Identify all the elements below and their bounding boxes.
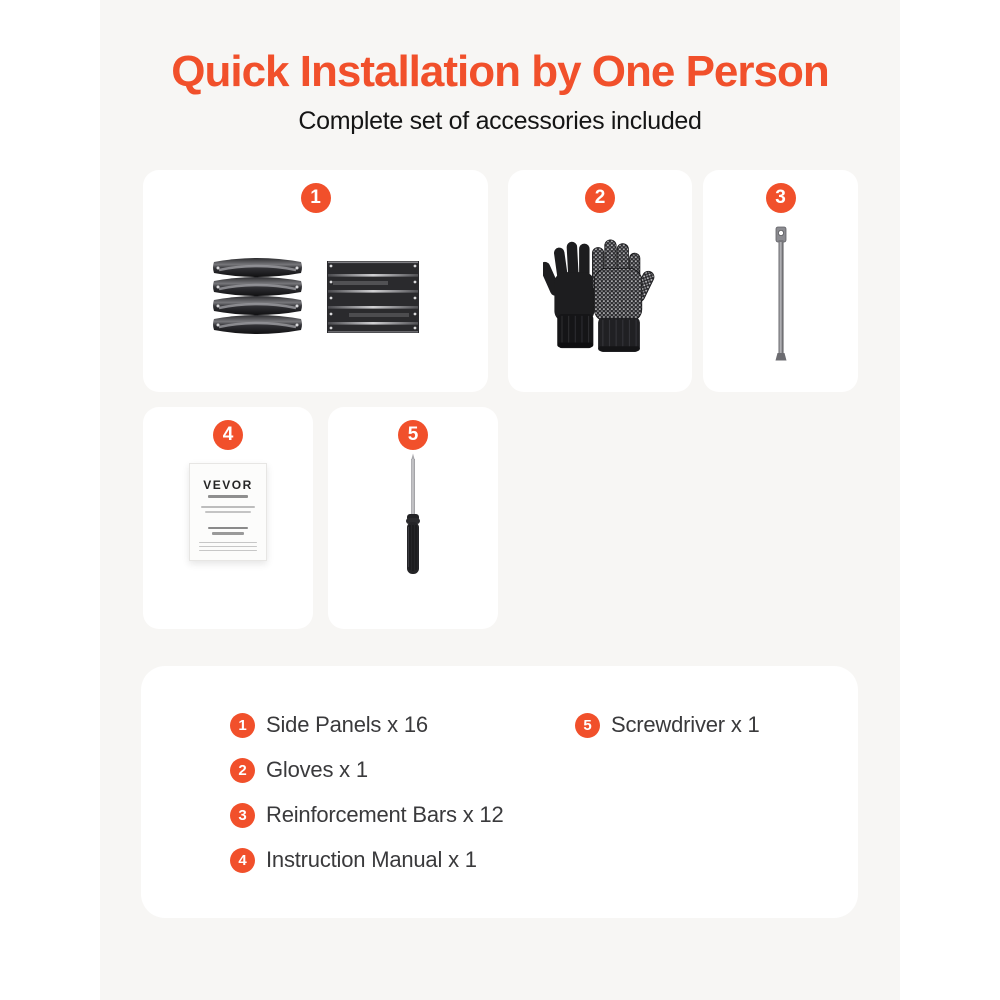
list-item-label: Screwdriver x 1 bbox=[611, 712, 760, 737]
manual-text-line bbox=[212, 532, 244, 535]
card-screwdriver bbox=[328, 407, 498, 629]
manual-text-line bbox=[208, 527, 248, 530]
manual-text-line bbox=[199, 542, 257, 544]
list-item-label: Instruction Manual x 1 bbox=[266, 847, 477, 872]
manual-text-line bbox=[199, 550, 257, 552]
card-side-panels bbox=[143, 170, 488, 392]
item-number-badge: 5 bbox=[398, 420, 428, 450]
manual-text-line bbox=[205, 511, 251, 513]
accessory-list-panel bbox=[141, 666, 858, 918]
side-panels-image bbox=[211, 255, 421, 341]
screwdriver-image bbox=[398, 453, 428, 581]
list-item bbox=[230, 802, 504, 828]
manual-text-line bbox=[208, 495, 248, 498]
list-item-number-badge: 3 bbox=[230, 803, 255, 828]
item-number-badge: 3 bbox=[766, 183, 796, 213]
manual-brand-logo: VEVOR bbox=[203, 478, 253, 492]
card-reinforcement-bar bbox=[703, 170, 858, 392]
list-item-number-badge: 2 bbox=[230, 758, 255, 783]
list-item bbox=[230, 757, 368, 783]
instruction-manual-image bbox=[189, 463, 267, 561]
manual-text-line bbox=[201, 506, 255, 508]
item-number-badge: 1 bbox=[301, 183, 331, 213]
list-item-number-badge: 1 bbox=[230, 713, 255, 738]
gloves-image bbox=[543, 232, 657, 356]
page-title: Quick Installation by One Person bbox=[171, 47, 829, 96]
manual-text-line bbox=[199, 546, 257, 548]
list-item-number-badge: 5 bbox=[575, 713, 600, 738]
reinforcement-bar-image bbox=[768, 226, 794, 364]
list-item bbox=[230, 847, 477, 873]
list-item-label: Reinforcement Bars x 12 bbox=[266, 802, 504, 827]
manual-fine-print bbox=[199, 542, 257, 552]
list-item-number-badge: 4 bbox=[230, 848, 255, 873]
item-number-badge: 2 bbox=[585, 183, 615, 213]
page-subtitle: Complete set of accessories included bbox=[298, 107, 702, 135]
card-gloves bbox=[508, 170, 692, 392]
item-number-badge: 4 bbox=[213, 420, 243, 450]
card-instruction-manual bbox=[143, 407, 313, 629]
list-item-label: Side Panels x 16 bbox=[266, 712, 428, 737]
list-item bbox=[575, 712, 760, 738]
list-item bbox=[230, 712, 428, 738]
list-item-label: Gloves x 1 bbox=[266, 757, 368, 782]
